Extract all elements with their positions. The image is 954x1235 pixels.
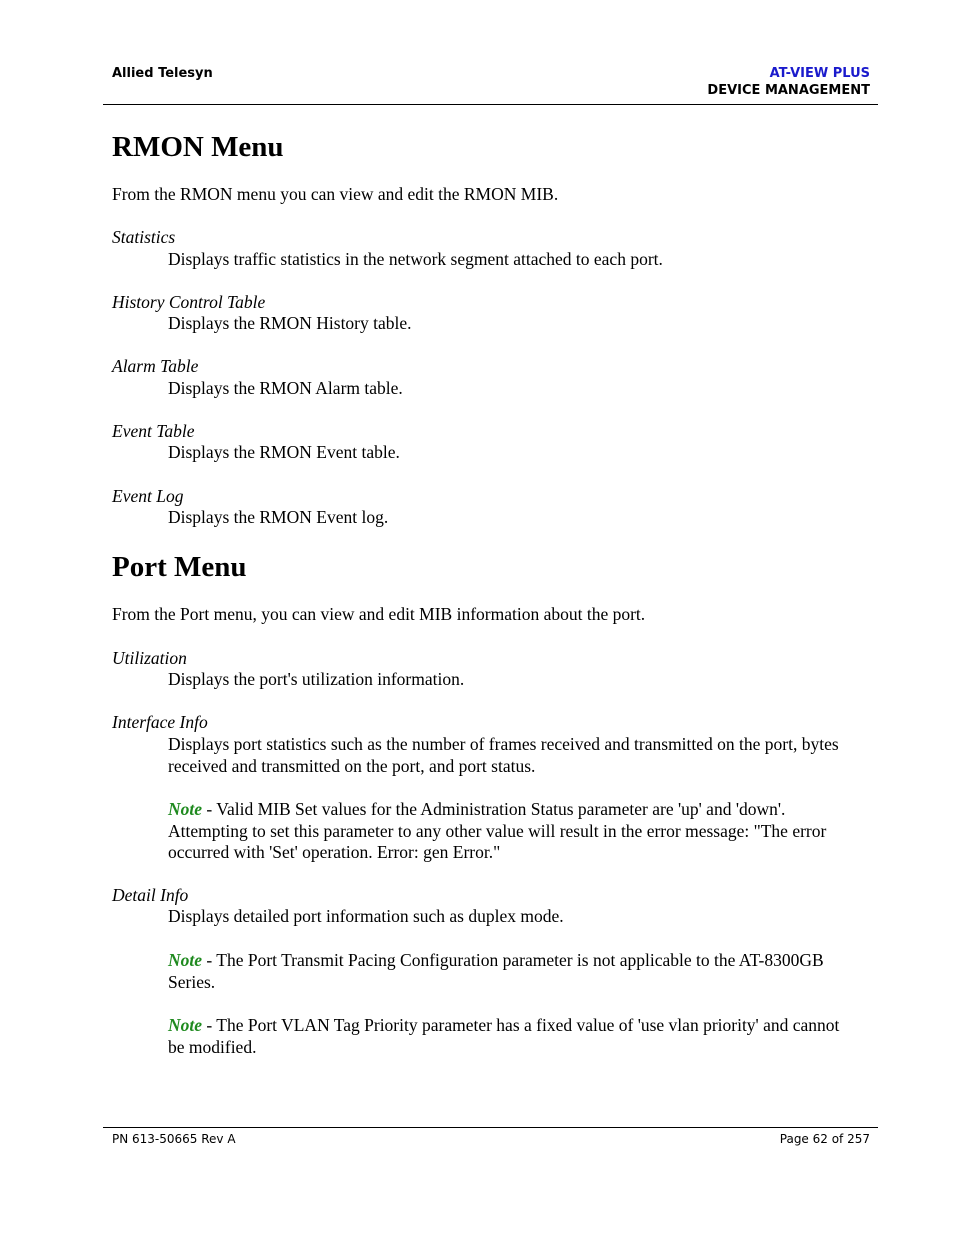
detail-info-note-2 <box>168 1015 858 1058</box>
rmon-term-alarm-table: Alarm Table <box>112 356 199 376</box>
port-desc-interface-info: Displays port statistics such as the number of frames received and transmitted on the port, bytes received and transmitted on the port, and port status. <box>168 734 839 776</box>
section-name: DEVICE MANAGEMENT <box>707 83 870 98</box>
detail-info-note-1 <box>168 950 858 993</box>
port-term-detail-info: Detail Info <box>112 885 189 905</box>
rmon-intro: From the RMON menu you can view and edit the RMON MIB. <box>112 184 559 204</box>
rmon-term-history-control: History Control Table <box>112 292 266 312</box>
note-label: Note <box>168 1015 203 1035</box>
note-label: Note <box>168 799 203 819</box>
rmon-menu-heading: RMON Menu <box>112 131 284 163</box>
rmon-desc-event-table: Displays the RMON Event table. <box>168 442 400 462</box>
note-text: - The Port VLAN Tag Priority parameter has a fixed value of 'use vlan priority' and cannot be modified. <box>168 1015 840 1057</box>
rmon-desc-event-log: Displays the RMON Event log. <box>168 507 389 527</box>
rmon-desc-history-control: Displays the RMON History table. <box>168 313 412 333</box>
note-text: - The Port Transmit Pacing Configuration parameter is not applicable to the AT-8300GB Series. <box>168 950 824 992</box>
rmon-term-statistics: Statistics <box>112 227 176 247</box>
part-number: PN 613-50665 Rev A <box>112 1132 236 1146</box>
page-number: Page 62 of 257 <box>779 1132 870 1146</box>
port-desc-detail-info: Displays detailed port information such as duplex mode. <box>168 906 564 926</box>
rmon-desc-alarm-table: Displays the RMON Alarm table. <box>168 378 403 398</box>
port-menu-heading: Port Menu <box>112 551 247 583</box>
port-desc-utilization: Displays the port's utilization information. <box>168 669 465 689</box>
port-intro: From the Port menu, you can view and edit MIB information about the port. <box>112 604 646 624</box>
interface-info-note <box>168 799 858 864</box>
rmon-term-event-log: Event Log <box>112 486 184 506</box>
product-name: AT-VIEW PLUS <box>769 66 870 81</box>
rmon-desc-statistics: Displays traffic statistics in the network segment attached to each port. <box>168 249 663 269</box>
note-text: - Valid MIB Set values for the Administration Status parameter are 'up' and 'down'. Attempting to set this parameter to any other value will result in the error message: "The error occurred with 'Set' operation. Error: gen Error." <box>168 799 827 863</box>
note-label: Note <box>168 950 203 970</box>
port-term-utilization: Utilization <box>112 648 187 668</box>
company-name: Allied Telesyn <box>112 66 213 81</box>
page-footer <box>103 1127 878 1146</box>
rmon-term-event-table: Event Table <box>112 421 195 441</box>
port-term-interface-info: Interface Info <box>112 712 208 732</box>
page-header <box>103 60 878 105</box>
